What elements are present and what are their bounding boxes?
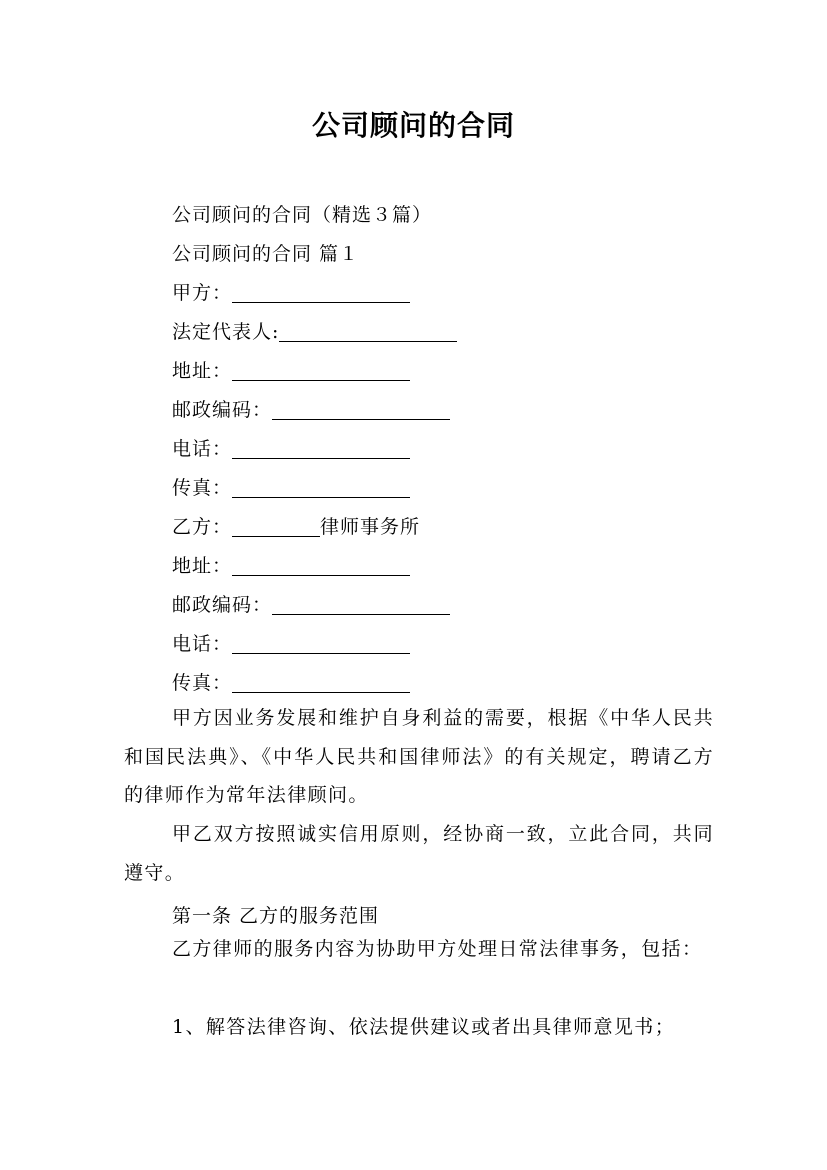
party-a-fax-line (172, 473, 410, 500)
representative-blank (279, 321, 457, 342)
postcode-label: 邮政编码： (172, 399, 273, 421)
list-item-1: 1、解答法律咨询、依法提供建议或者出具律师意见书； (172, 1016, 676, 1038)
party-b-phone-line (172, 629, 410, 656)
fax-blank (232, 477, 410, 498)
section-heading: 公司顾问的合同 篇１ (172, 243, 360, 265)
address-label: 地址： (172, 360, 233, 382)
postcode-label: 邮政编码： (172, 594, 273, 616)
fax-blank (232, 672, 410, 693)
postcode-blank (272, 594, 450, 615)
paragraph-good-faith: 甲乙双方按照诚实信用原则，经协商一致，立此合同，共同遵守。 (124, 823, 714, 884)
party-a-postcode-line (172, 395, 450, 422)
firm-suffix: 律师事务所 (320, 516, 421, 538)
party-b-address-line (172, 551, 410, 578)
fax-label: 传真： (172, 477, 233, 499)
subtitle: 公司顾问的合同（精选３篇） (172, 204, 433, 226)
article-1-heading: 第一条 乙方的服务范围 (172, 905, 380, 927)
paragraph-engagement: 甲方因业务发展和维护自身利益的需要，根据《中华人民共和国民法典》、《中华人民共和国律师法》的有关规定，聘请乙方的律师作为常年法律顾问。 (124, 707, 714, 806)
phone-label: 电话： (172, 438, 233, 460)
party-a-representative-line (172, 317, 457, 344)
paragraph-service-scope: 乙方律师的服务内容为协助甲方处理日常法律事务，包括： (172, 938, 703, 960)
fax-label: 传真： (172, 672, 233, 694)
address-blank (232, 555, 410, 576)
party-a-phone-line (172, 434, 410, 461)
party-b-fax-line (172, 668, 410, 695)
phone-label: 电话： (172, 633, 233, 655)
party-b-line (172, 512, 420, 539)
postcode-blank (272, 399, 450, 420)
party-b-label: 乙方： (172, 516, 233, 538)
party-b-postcode-line (172, 590, 450, 617)
phone-blank (232, 633, 410, 654)
representative-label: 法定代表人: (172, 321, 280, 343)
party-a-line (172, 278, 410, 305)
party-b-blank (232, 516, 320, 537)
document-title: 公司顾问的合同 (311, 109, 515, 142)
party-a-address-line (172, 356, 410, 383)
party-a-label: 甲方： (172, 282, 233, 304)
party-a-blank (232, 282, 410, 303)
address-label: 地址： (172, 555, 233, 577)
phone-blank (232, 438, 410, 459)
address-blank (232, 360, 410, 381)
